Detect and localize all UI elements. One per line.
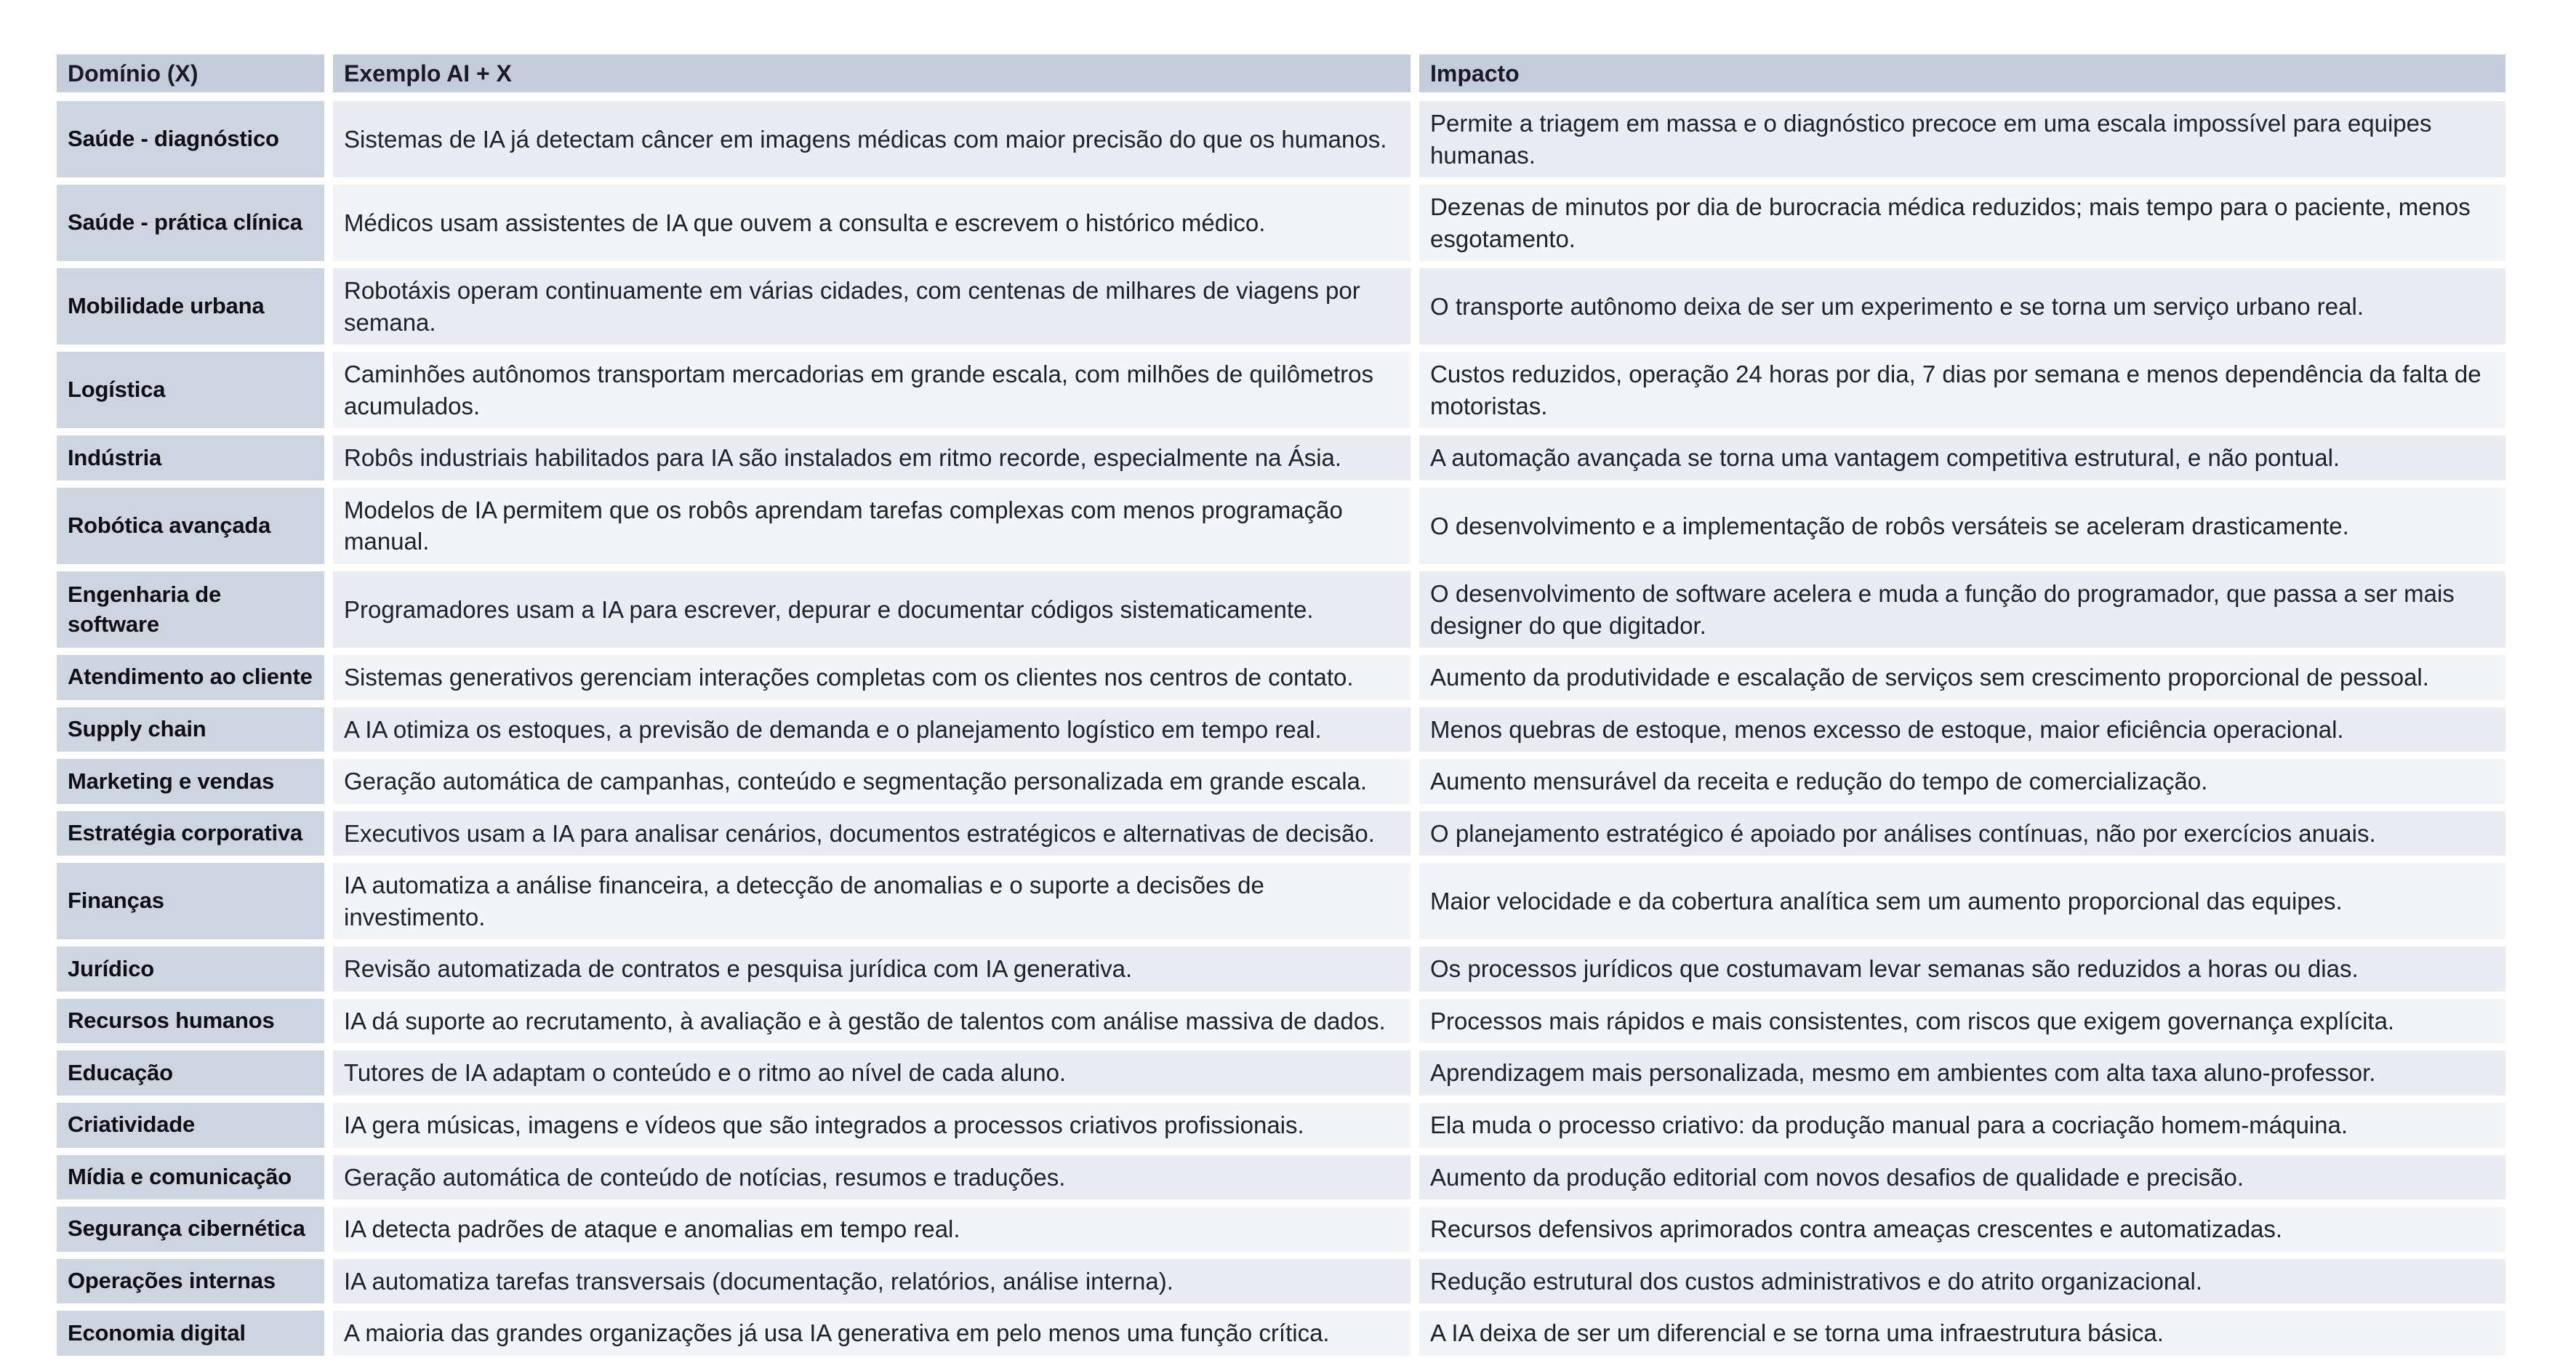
table-row [57,707,2505,760]
example-cell: Caminhões autônomos transportam mercadorias em grande escala, com milhões de quilômetros acumulados. [333,352,1419,435]
impact-cell: Permite a triagem em massa e o diagnóstico precoce em uma escala impossível para equipes humanas. [1419,101,2505,185]
table-row [57,268,2505,352]
example-cell: IA gera músicas, imagens e vídeos que são integrados a processos criativos profissionais. [333,1103,1419,1155]
domain-cell: Robótica avançada [57,488,333,571]
impact-cell: O desenvolvimento e a implementação de robôs versáteis se aceleram drasticamente. [1419,488,2505,571]
impact-cell: Aumento da produtividade e escalação de serviços sem crescimento proporcional de pessoal. [1419,655,2505,707]
column-header-impact: Impacto [1419,55,2505,101]
table-body [57,101,2505,1363]
table-row [57,811,2505,864]
table-row [57,101,2505,185]
domain-cell: Supply chain [57,707,333,760]
table-row [57,1050,2505,1103]
impact-cell: Dezenas de minutos por dia de burocracia médica reduzidos; mais tempo para o paciente, menos esgotamento. [1419,185,2505,268]
example-cell: IA dá suporte ao recrutamento, à avaliação e à gestão de talentos com análise massiva de dados. [333,999,1419,1051]
example-cell: Médicos usam assistentes de IA que ouvem a consulta e escrevem o histórico médico. [333,185,1419,268]
table-row [57,1259,2505,1311]
table-row [57,946,2505,999]
table-row [57,435,2505,488]
impact-cell: Os processos jurídicos que costumavam levar semanas são reduzidos a horas ou dias. [1419,946,2505,999]
example-cell: Revisão automatizada de contratos e pesquisa jurídica com IA generativa. [333,946,1419,999]
table-row [57,759,2505,811]
table-header [57,55,2505,101]
example-cell: Robôs industriais habilitados para IA são instalados em ritmo recorde, especialmente na Ásia. [333,435,1419,488]
table-row [57,185,2505,268]
ai-domains-table [57,55,2505,1363]
domain-cell: Recursos humanos [57,999,333,1051]
table-row [57,863,2505,946]
example-cell: Geração automática de conteúdo de notícias, resumos e traduções. [333,1155,1419,1207]
example-cell: Tutores de IA adaptam o conteúdo e o ritmo ao nível de cada aluno. [333,1050,1419,1103]
domain-cell: Saúde - prática clínica [57,185,333,268]
table-row [57,1207,2505,1259]
domain-cell: Indústria [57,435,333,488]
table-row [57,1155,2505,1207]
domain-cell: Saúde - diagnóstico [57,101,333,185]
table-row [57,488,2505,571]
table-row [57,999,2505,1051]
table-row [57,571,2505,655]
column-header-domain: Domínio (X) [57,55,333,101]
impact-cell: Aprendizagem mais personalizada, mesmo em ambientes com alta taxa aluno-professor. [1419,1050,2505,1103]
table-row [57,655,2505,707]
domain-cell: Estratégia corporativa [57,811,333,864]
column-header-example: Exemplo AI + X [333,55,1419,101]
header-row [57,55,2505,101]
impact-cell: A IA deixa de ser um diferencial e se torna uma infraestrutura básica. [1419,1311,2505,1363]
domain-cell: Engenharia de software [57,571,333,655]
impact-cell: O desenvolvimento de software acelera e muda a função do programador, que passa a ser mais designer do que digitador. [1419,571,2505,655]
example-cell: IA automatiza a análise financeira, a detecção de anomalias e o suporte a decisões de investimento. [333,863,1419,946]
example-cell: A IA otimiza os estoques, a previsão de demanda e o planejamento logístico em tempo real. [333,707,1419,760]
impact-cell: O transporte autônomo deixa de ser um experimento e se torna um serviço urbano real. [1419,268,2505,352]
impact-cell: Aumento mensurável da receita e redução do tempo de comercialização. [1419,759,2505,811]
impact-cell: Redução estrutural dos custos administrativos e do atrito organizacional. [1419,1259,2505,1311]
impact-cell: A automação avançada se torna uma vantagem competitiva estrutural, e não pontual. [1419,435,2505,488]
example-cell: Modelos de IA permitem que os robôs aprendam tarefas complexas com menos programação manual. [333,488,1419,571]
table-row [57,1311,2505,1363]
impact-cell: Recursos defensivos aprimorados contra ameaças crescentes e automatizadas. [1419,1207,2505,1259]
example-cell: A maioria das grandes organizações já usa IA generativa em pelo menos uma função crítica. [333,1311,1419,1363]
impact-cell: Processos mais rápidos e mais consistentes, com riscos que exigem governança explícita. [1419,999,2505,1051]
example-cell: Programadores usam a IA para escrever, depurar e documentar códigos sistematicamente. [333,571,1419,655]
impact-cell: Custos reduzidos, operação 24 horas por dia, 7 dias por semana e menos dependência da falta de motoristas. [1419,352,2505,435]
example-cell: IA automatiza tarefas transversais (documentação, relatórios, análise interna). [333,1259,1419,1311]
domain-cell: Marketing e vendas [57,759,333,811]
domain-cell: Mobilidade urbana [57,268,333,352]
domain-cell: Criatividade [57,1103,333,1155]
domain-cell: Economia digital [57,1311,333,1363]
domain-cell: Mídia e comunicação [57,1155,333,1207]
example-cell: Executivos usam a IA para analisar cenários, documentos estratégicos e alternativas de decisão. [333,811,1419,864]
domain-cell: Educação [57,1050,333,1103]
domain-cell: Logística [57,352,333,435]
impact-cell: Aumento da produção editorial com novos desafios de qualidade e precisão. [1419,1155,2505,1207]
example-cell: Sistemas de IA já detectam câncer em imagens médicas com maior precisão do que os humanos. [333,101,1419,185]
domain-cell: Segurança cibernética [57,1207,333,1259]
table-row [57,352,2505,435]
impact-cell: O planejamento estratégico é apoiado por análises contínuas, não por exercícios anuais. [1419,811,2505,864]
example-cell: Sistemas generativos gerenciam interações completas com os clientes nos centros de contato. [333,655,1419,707]
table-row [57,1103,2505,1155]
domain-cell: Operações internas [57,1259,333,1311]
example-cell: IA detecta padrões de ataque e anomalias em tempo real. [333,1207,1419,1259]
impact-cell: Ela muda o processo criativo: da produção manual para a cocriação homem-máquina. [1419,1103,2505,1155]
domain-cell: Atendimento ao cliente [57,655,333,707]
domain-cell: Finanças [57,863,333,946]
domain-cell: Jurídico [57,946,333,999]
impact-cell: Menos quebras de estoque, menos excesso de estoque, maior eficiência operacional. [1419,707,2505,760]
example-cell: Geração automática de campanhas, conteúdo e segmentação personalizada em grande escala. [333,759,1419,811]
impact-cell: Maior velocidade e da cobertura analítica sem um aumento proporcional das equipes. [1419,863,2505,946]
example-cell: Robotáxis operam continuamente em várias cidades, com centenas de milhares de viagens por semana. [333,268,1419,352]
